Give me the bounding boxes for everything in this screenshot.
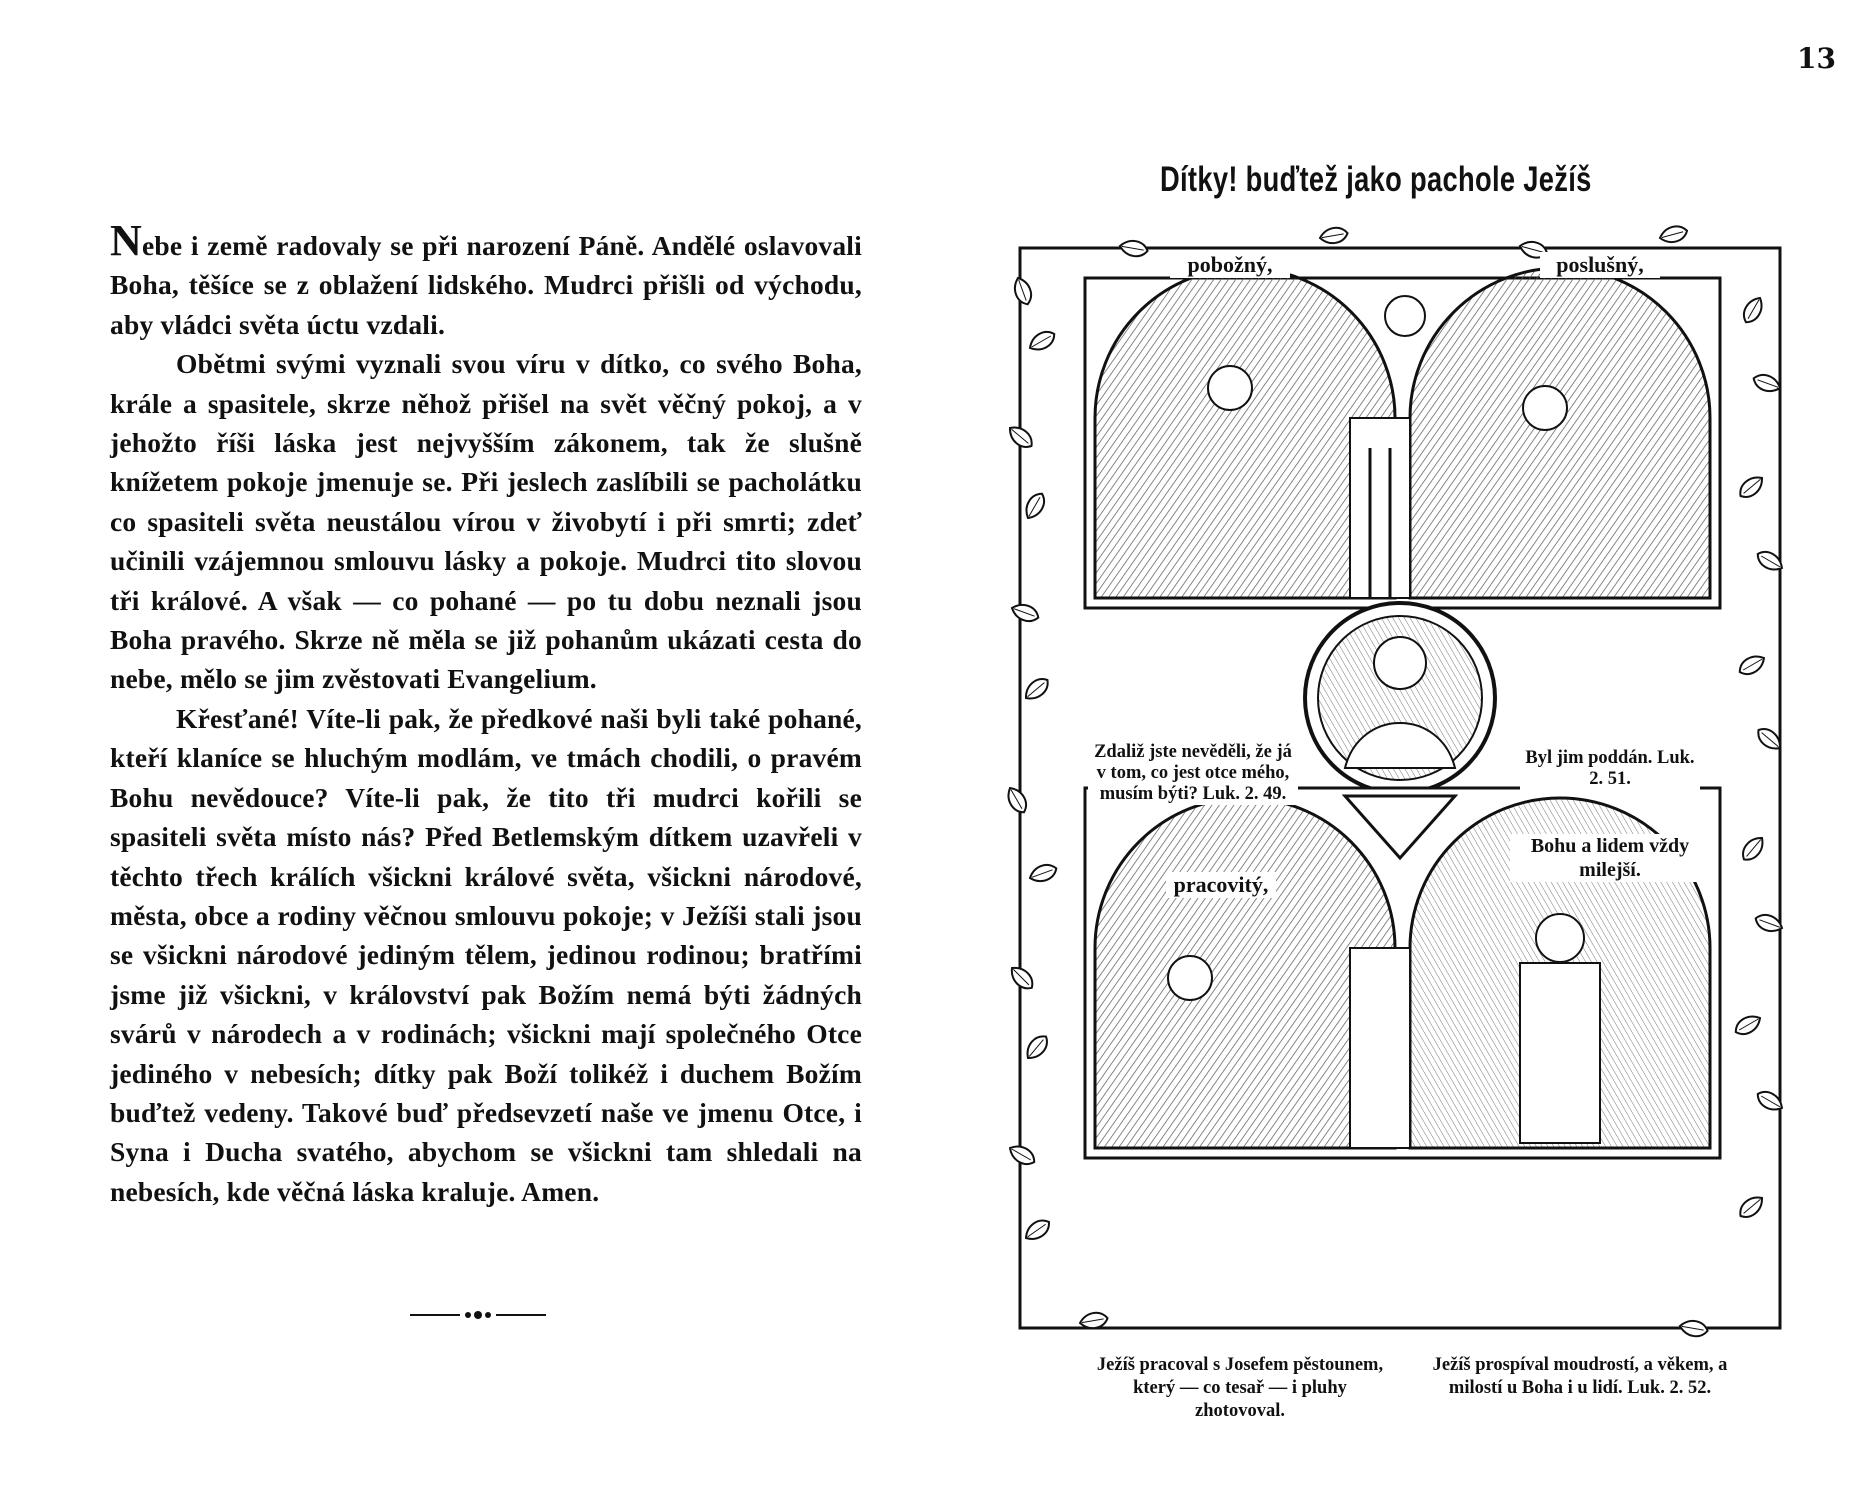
caption-left: Ježíš pracoval s Josefem pěstounem, který — co tesař — i pluhy zhotovoval.	[1096, 1355, 1384, 1421]
plate-title: Dítky! buďtež jako pachole Ježíš	[1160, 160, 1592, 199]
label-obedient: poslušný,	[1540, 252, 1660, 278]
ornament-divider	[410, 1308, 546, 1322]
quote-left: Zdaliž jste nevěděli, že já v tom, co jest otce mého, musím býti? Luk. 2. 49.	[1088, 742, 1298, 805]
scene-holy-family	[1410, 268, 1710, 598]
paragraph-1-text: ebe i země radovaly se při narození Páně. Andělé oslavovali Boha, těšíce se z oblažení lidského. Mudrci přišli od východu, aby vládci světa úctu vzdali.	[110, 230, 862, 340]
left-page-text	[110, 216, 862, 1211]
caption-right: Ježíš prospíval moudrostí, a věkem, a milostí u Boha i u lidí. Luk. 2. 52.	[1432, 1355, 1728, 1398]
paragraph-3: Křesťané! Víte-li pak, že předkové naši byli také pohané, kteří klaníce se hluchým modlám, ve tmách chodili, o pravém Bohu nevědouce? Víte-li pak, že tito tři mudrci kořili se spasiteli světa místo nás? Před Betlemským dítkem uzavřeli v těchto třech králích všickni králové světa, všickni národové, města, obce a rodiny věčnou smlouvu pokoje; v Ježíši stali jsou se všickni národové jediným tělem, jedinou rodinou; bratřími jsme již všickni, v království pak Božím nemá býti žádných svárů v národech a v rodinách; všickni mají společného Otce jediného v nebesích; dítky pak Boží tolikéž i duchem Božím buďtež vedeny. Takové buď předsevzetí naše ve jmenu Otce, i Syna i Ducha svatého, abychom se všickni tam shledali na nebesích, kde věčná láska kraluje. Amen.	[110, 702, 862, 1207]
drop-cap: N	[110, 216, 142, 265]
label-pious: pobožný,	[1170, 252, 1290, 278]
label-diligent: pracovitý,	[1166, 872, 1276, 898]
top-arcade	[1085, 268, 1720, 608]
paragraph-1	[110, 216, 862, 344]
quote-right-favor: Bohu a lidem vždy milejší.	[1510, 834, 1710, 882]
paragraph-2: Obětmi svými vyznali svou víru v dítko, co svého Boha, krále a spasitele, skrze něhož přišel na svět věčný pokoj, a v jehožto říši láska jest nejvyšším zákonem, tak že slušně knížetem pokoje jmenuje se. Při jeslech zaslíbili se pacholátku co spasiteli světa neustálou vírou v živobytí i při smrti; zdeť učinili vzájemnou smlouvu lásky a pokoje. Mudrci tito slovou tři králové. A však — co pohané — po tu dobu neznali jsou Boha pravého. Skrze ně měla se již pohanům ukázati cesta do nebe, mělo se jim zvěstovati Evangelium.	[110, 348, 862, 695]
quote-right-subject: Byl jim poddán. Luk. 2. 51.	[1520, 748, 1700, 790]
cherub-head	[1385, 296, 1425, 336]
page-number: 13	[1797, 42, 1836, 75]
middle-medallion	[1305, 603, 1495, 793]
